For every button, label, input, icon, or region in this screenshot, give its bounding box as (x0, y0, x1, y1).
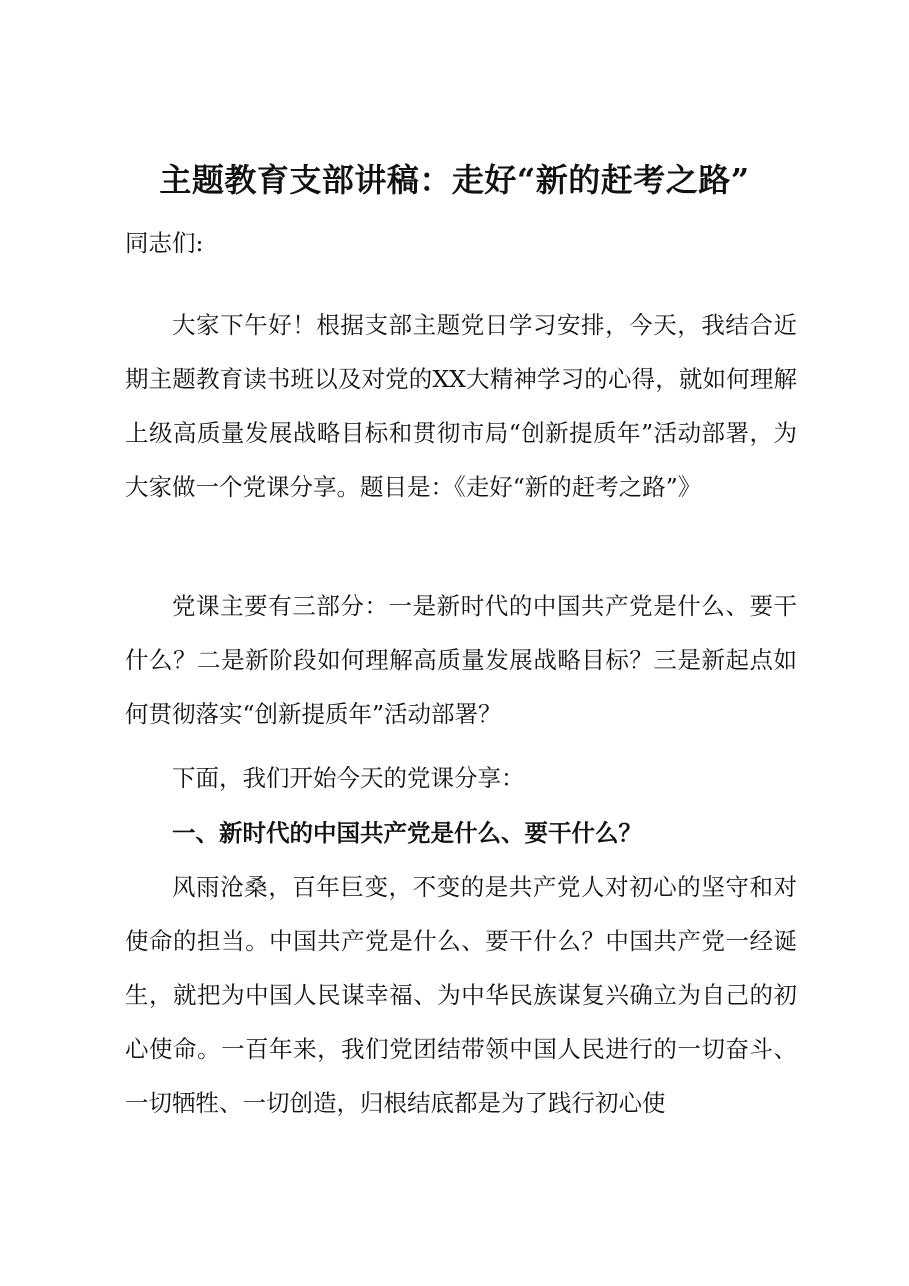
paragraph-section1-body: 风雨沧桑，百年巨变，不变的是共产党人对初心的坚守和对使命的担当。中国共产党是什么、要干什么？中国共产党一经诞生，就把为中国人民谋幸福、为中华民族谋复兴确立为自己的初心使命。一百年来，我们党团结带领中国人民进行的一切奋斗、一切牺牲、一切创造，归根结底都是为了践行初心使 (125, 873, 797, 1117)
salutation: 同志们: (125, 229, 204, 257)
section-heading-1: 一、新时代的中国共产党是什么、要干什么？ (172, 819, 642, 847)
document-title: 主题教育支部讲稿：走好“新的赶考之路” (159, 161, 750, 199)
paragraph-transition: 下面，我们开始今天的党课分享： (172, 764, 525, 792)
paragraph-intro: 大家下午好！根据支部主题党日学习安排，今天，我结合近期主题教育读书班以及对党的XX大精神学习的心得，就如何理解上级高质量发展战略目标和贯彻市局“创新提质年”活动部署，为大家做一个党课分享。题目是：《走好“新的赶考之路”》 (125, 311, 797, 501)
paragraph-outline: 党课主要有三部分：一是新时代的中国共产党是什么、要干什么？二是新阶段如何理解高质量发展战略目标？三是新起点如何贯彻落实“创新提质年”活动部署？ (125, 592, 797, 728)
